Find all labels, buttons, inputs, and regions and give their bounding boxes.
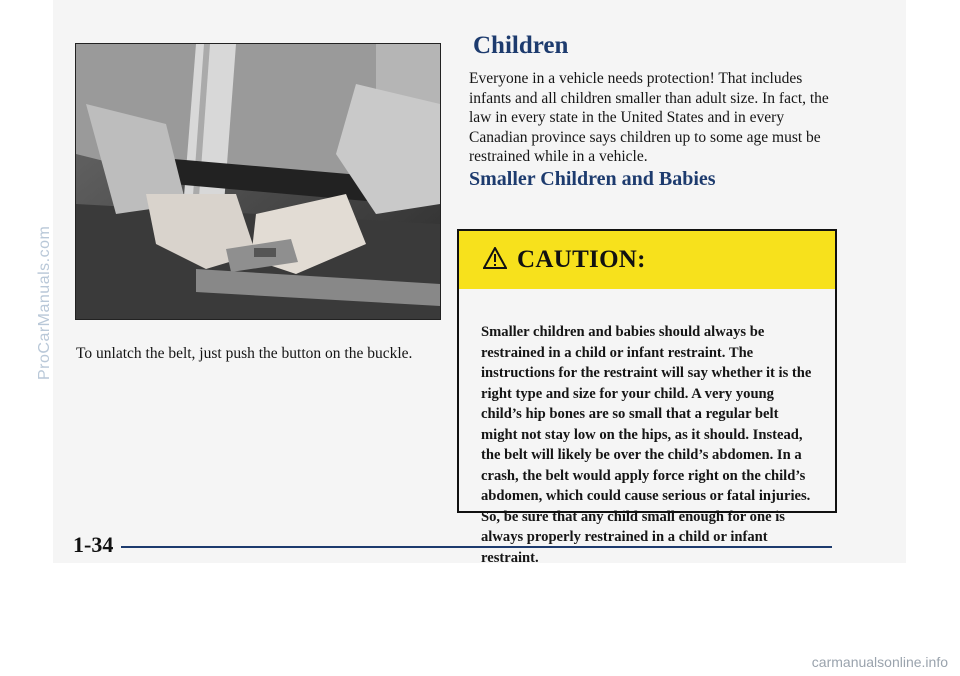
figure-caption: To unlatch the belt, just push the button on the buckle. (76, 345, 413, 362)
page-number: 1-34 (73, 532, 114, 557)
caution-text: Smaller children and babies should always be restrained in a child or infant restraint. The instructions for the restraint will say whether it is the right type and size for your child. A very young child’s hip bones are so small that a regular belt might not stay low on the hips, as it should. Instead, the belt will likely be over the child’s abdomen. In a crash, the belt would apply force right on the child’s abdomen, which could cause serious or fatal injuries. So, be sure that any child small enough for one is always properly restrained in a child or infant restraint. (481, 324, 812, 566)
bottom-watermark: carmanualsonline.info (811, 654, 948, 670)
caution-title: CAUTION: (517, 246, 646, 273)
caution-box (457, 229, 837, 566)
warning-triangle-icon (483, 247, 507, 274)
intro-paragraph: Everyone in a vehicle needs protection! That includes infants and all children smaller than adult size. In fact, the law in every state in the United States and in every Canadian province says children up to some age must be restrained while in a vehicle. (469, 70, 829, 165)
footer-rule (121, 546, 832, 548)
section-title: Children (473, 32, 569, 59)
subsection-title: Smaller Children and Babies (469, 168, 716, 190)
side-watermark: ProCarManuals.com (36, 225, 53, 380)
caution-header (459, 231, 835, 289)
seatbelt-buckle-photo (75, 43, 441, 320)
